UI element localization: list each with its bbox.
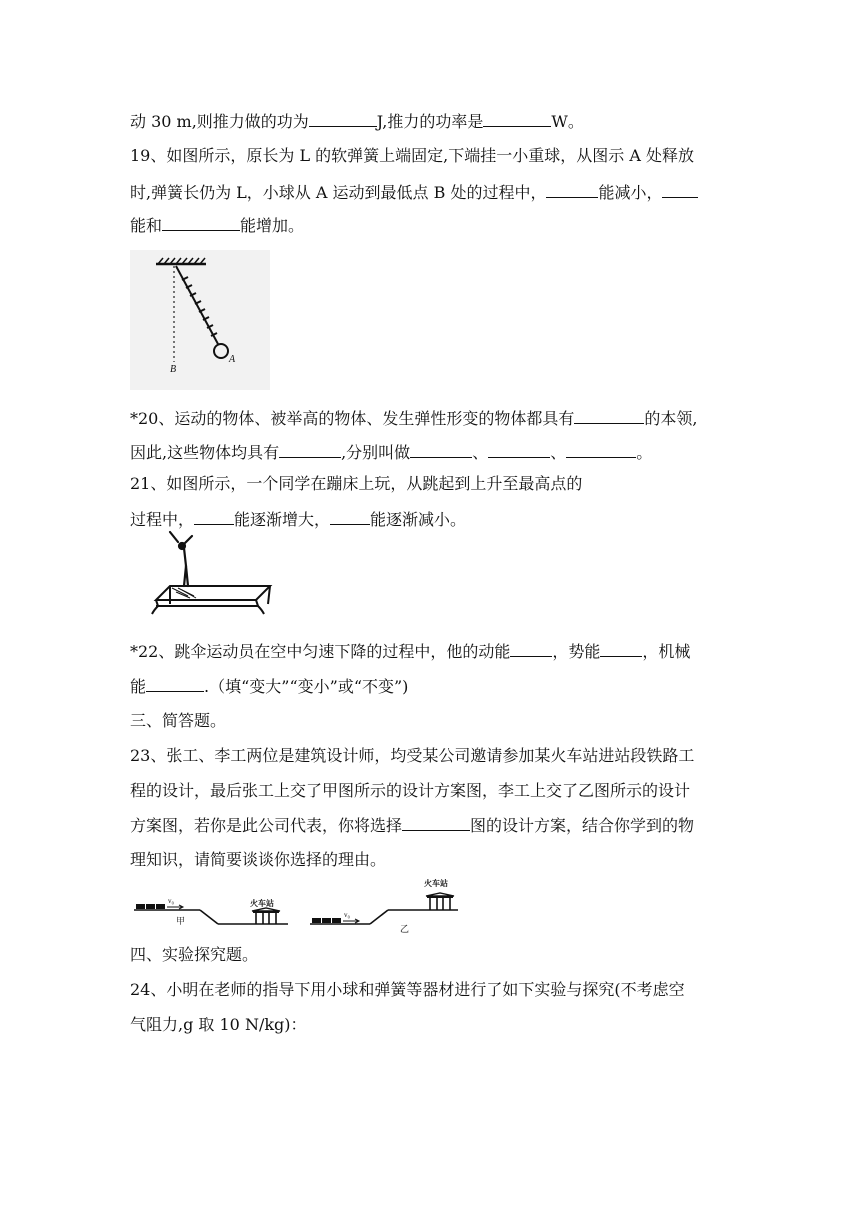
q23-line-4	[130, 850, 386, 870]
section-title: 四、实验探究题。	[130, 945, 259, 964]
answer-blank[interactable]	[566, 442, 636, 458]
answer-blank[interactable]	[483, 111, 551, 127]
text: 能逐渐减小。	[370, 510, 467, 529]
text: 能减小，	[598, 183, 663, 202]
station-left	[250, 898, 280, 924]
q21-line-1	[130, 474, 582, 494]
question-text: 气阻力,g 取 10 N/kg)：	[130, 1015, 307, 1034]
label-yi: 乙	[400, 925, 410, 935]
answer-blank[interactable]	[662, 182, 698, 198]
label-b: B	[170, 364, 177, 375]
text: 的本领,	[644, 409, 698, 428]
answer-blank[interactable]	[410, 442, 472, 458]
q22-line-2	[130, 676, 408, 697]
design-jia-train	[136, 904, 183, 909]
text: 因此,这些物体均具有	[130, 443, 280, 462]
text: 图的设计方案，结合你学到的物	[470, 816, 695, 835]
station-label-right: 火车站	[424, 879, 448, 888]
question-text: 理知识，请简要谈谈你选择的理由。	[130, 850, 387, 869]
text: 、	[550, 443, 567, 462]
q22-line-1	[130, 641, 690, 662]
q24-line-2	[130, 1015, 307, 1035]
answer-blank[interactable]	[600, 641, 642, 657]
text: 能逐渐增大，	[234, 510, 331, 529]
answer-blank[interactable]	[162, 215, 240, 231]
text: ，势能	[552, 642, 601, 661]
section-4-heading	[130, 945, 258, 965]
q23-line-2	[130, 781, 690, 801]
trampoline-bed	[172, 588, 196, 598]
text: 能和	[130, 216, 163, 235]
question-text: 23、张工、李工两位是建筑设计师，均受某公司邀请参加某火车站进站段铁路工	[130, 746, 695, 765]
railway-designs-diagram	[132, 874, 462, 936]
answer-blank[interactable]	[488, 442, 550, 458]
answer-blank[interactable]	[309, 111, 377, 127]
answer-blank[interactable]	[194, 509, 234, 525]
velocity-label-left: v₀	[168, 897, 174, 905]
section-title: 三、简答题。	[130, 711, 227, 730]
label-a: A	[229, 354, 236, 365]
section-3-heading	[130, 711, 226, 731]
answer-blank[interactable]	[402, 815, 470, 831]
text: *20、运动的物体、被举高的物体、发生弹性形变的物体都具有	[130, 409, 575, 428]
q20-line-1	[130, 408, 697, 429]
text: 方案图，若你是此公司代表，你将选择	[130, 816, 403, 835]
answer-blank[interactable]	[330, 509, 370, 525]
text: 能	[130, 677, 147, 696]
velocity-label-right: v₀	[344, 911, 350, 919]
answer-blank[interactable]	[510, 641, 552, 657]
question-text: 21、如图所示，一个同学在蹦床上玩，从跳起到上升至最高点的	[130, 474, 583, 493]
station-right	[424, 878, 454, 910]
question-text: 程的设计，最后张工上交了甲图所示的设计方案图，李工上交了乙图所示的设计	[130, 781, 691, 800]
trampoline-figure	[148, 530, 278, 616]
q23-line-1	[130, 746, 694, 766]
q23-line-3	[130, 815, 694, 836]
question-text: 19、如图所示，原长为 L 的软弹簧上端固定,下端挂一小重球，从图示 A 处释放	[130, 146, 694, 165]
jumper	[170, 532, 192, 586]
text: J,推力的功率是	[376, 112, 484, 131]
answer-blank[interactable]	[279, 442, 341, 458]
q19-line-1	[130, 146, 694, 166]
text: ,分别叫做	[341, 443, 411, 462]
q20-line-2	[130, 442, 652, 463]
text: *22、跳伞运动员在空中匀速下降的过程中，他的动能	[130, 642, 511, 661]
text: 。	[636, 443, 653, 462]
text: 动 30 m,则推力做的功为	[130, 112, 309, 131]
text: 时,弹簧长仍为 L，小球从 A 运动到最低点 B 处的过程中，	[130, 183, 547, 202]
railway-designs-figure	[132, 874, 462, 936]
text: .（填“变大”“变小”或“不变”)	[204, 677, 409, 696]
text: 、	[472, 443, 489, 462]
text: W。	[551, 112, 584, 131]
spring-pendulum-diagram	[130, 250, 270, 390]
answer-blank[interactable]	[574, 408, 644, 424]
answer-blank[interactable]	[546, 182, 598, 198]
answer-blank[interactable]	[146, 676, 204, 692]
design-yi-train	[312, 918, 359, 923]
q18-tail-line	[130, 111, 584, 132]
q21-line-2	[130, 509, 466, 530]
trampoline-frame	[152, 586, 270, 614]
text: ，机械	[642, 642, 691, 661]
text: 能增加。	[240, 216, 305, 235]
trampoline-diagram	[148, 530, 278, 616]
q19-line-2	[130, 182, 698, 203]
station-label-left: 火车站	[250, 899, 274, 908]
spring-pendulum-figure	[130, 250, 270, 390]
text: 过程中，	[130, 510, 195, 529]
q24-line-1	[130, 980, 685, 1000]
label-jia: 甲	[176, 917, 186, 927]
question-text: 24、小明在老师的指导下用小球和弹簧等器材进行了如下实验与探究(不考虑空	[130, 980, 685, 999]
q19-line-3	[130, 215, 304, 236]
